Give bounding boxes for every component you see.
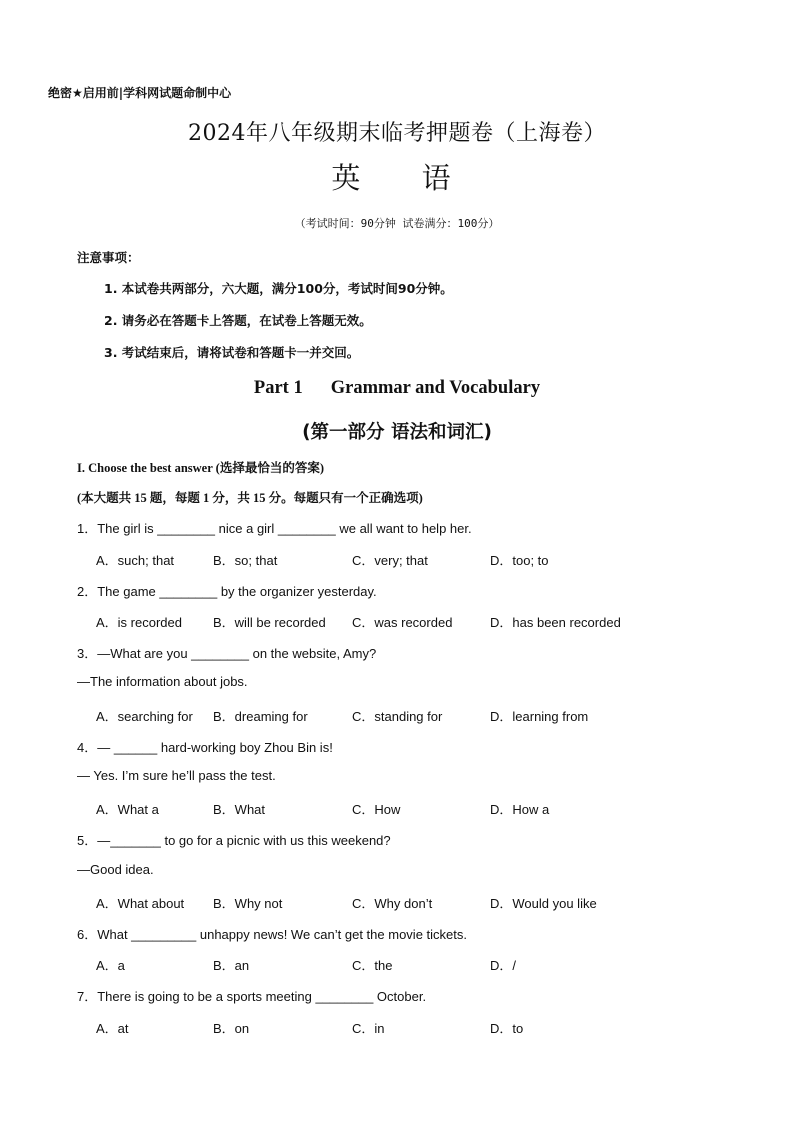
confidential-label: 绝密★启用前|学科网试题命制中心 [48,86,232,100]
option-a: A．What a [96,802,159,817]
option-row [96,550,656,568]
option-b: B．an [213,958,250,973]
option-b: B．on [213,1021,250,1036]
question-stem: 6．What _________ unhappy news! We can’t get the movie tickets. [77,927,467,942]
option-a: A．at [96,1021,129,1036]
question-response: —Good idea. [77,862,154,877]
option-c: C．was recorded [352,615,453,630]
option-b: B．Why not [213,896,283,911]
notice-item: 2. 请务必在答题卡上答题，在试卷上答题无效。 [104,313,372,328]
exam-title: 2024年八年级期末临考押题卷（上海卷） [188,121,606,146]
question-stem: 7．There is going to be a sports meeting ________ October. [77,989,427,1004]
option-c: C．very; that [352,553,428,568]
question-response: — Yes. I’m sure he’ll pass the test. [77,768,276,783]
option-row [96,1018,656,1036]
option-d: D．to [490,1021,524,1036]
section-heading: I. Choose the best answer (选择最恰当的答案) [77,461,324,475]
question-stem: 3．—What are you ________ on the website, Amy? [77,646,377,661]
option-c: C．Why don’t [352,896,433,911]
option-b: B．so; that [213,553,278,568]
option-d: D．too; to [490,553,549,568]
option-c: C．standing for [352,709,443,724]
option-d: D．How a [490,802,550,817]
option-c: C．in [352,1021,385,1036]
subject-title: 英 语 [331,161,477,195]
option-row [96,955,656,973]
exam-info: （考试时间：90分钟 试卷满分：100分） [294,217,500,230]
notice-item: 3. 考试结束后，请将试卷和答题卡一并交回。 [104,345,360,360]
option-a: A．a [96,958,125,973]
question-response: —The information about jobs. [77,674,248,689]
section-instruction: (本大题共 15 题，每题 1 分，共 15 分。每题只有一个正确选项) [77,491,423,505]
option-d: D．learning from [490,709,589,724]
option-c: C．the [352,958,393,973]
option-row [96,612,656,630]
option-row [96,893,656,911]
option-a: A．What about [96,896,185,911]
question-stem: 5．—_______ to go for a picnic with us this weekend? [77,833,391,848]
option-d: D．/ [490,958,517,973]
question-stem: 2．The game ________ by the organizer yesterday. [77,584,377,599]
option-c: C．How [352,802,401,817]
option-d: D．has been recorded [490,615,621,630]
option-a: A．searching for [96,709,193,724]
option-a: A．is recorded [96,615,182,630]
option-b: B．What [213,802,266,817]
question-stem: 1．The girl is ________ nice a girl ________ we all want to help her. [77,521,472,536]
option-b: B．will be recorded [213,615,326,630]
option-row [96,706,656,724]
part-subtitle: (第一部分 语法和词汇) [302,422,492,443]
option-a: A．such; that [96,553,175,568]
question-stem: 4．— ______ hard-working boy Zhou Bin is! [77,740,333,755]
notice-heading: 注意事项： [77,250,140,265]
option-d: D．Would you like [490,896,597,911]
option-b: B．dreaming for [213,709,308,724]
part-name: Grammar and Vocabulary [330,378,541,398]
notice-item: 1. 本试卷共两部分，六大题，满分100分，考试时间90分钟。 [104,281,453,296]
option-row [96,799,656,817]
part-label: Part 1 [253,378,303,398]
part-title [0,378,794,399]
